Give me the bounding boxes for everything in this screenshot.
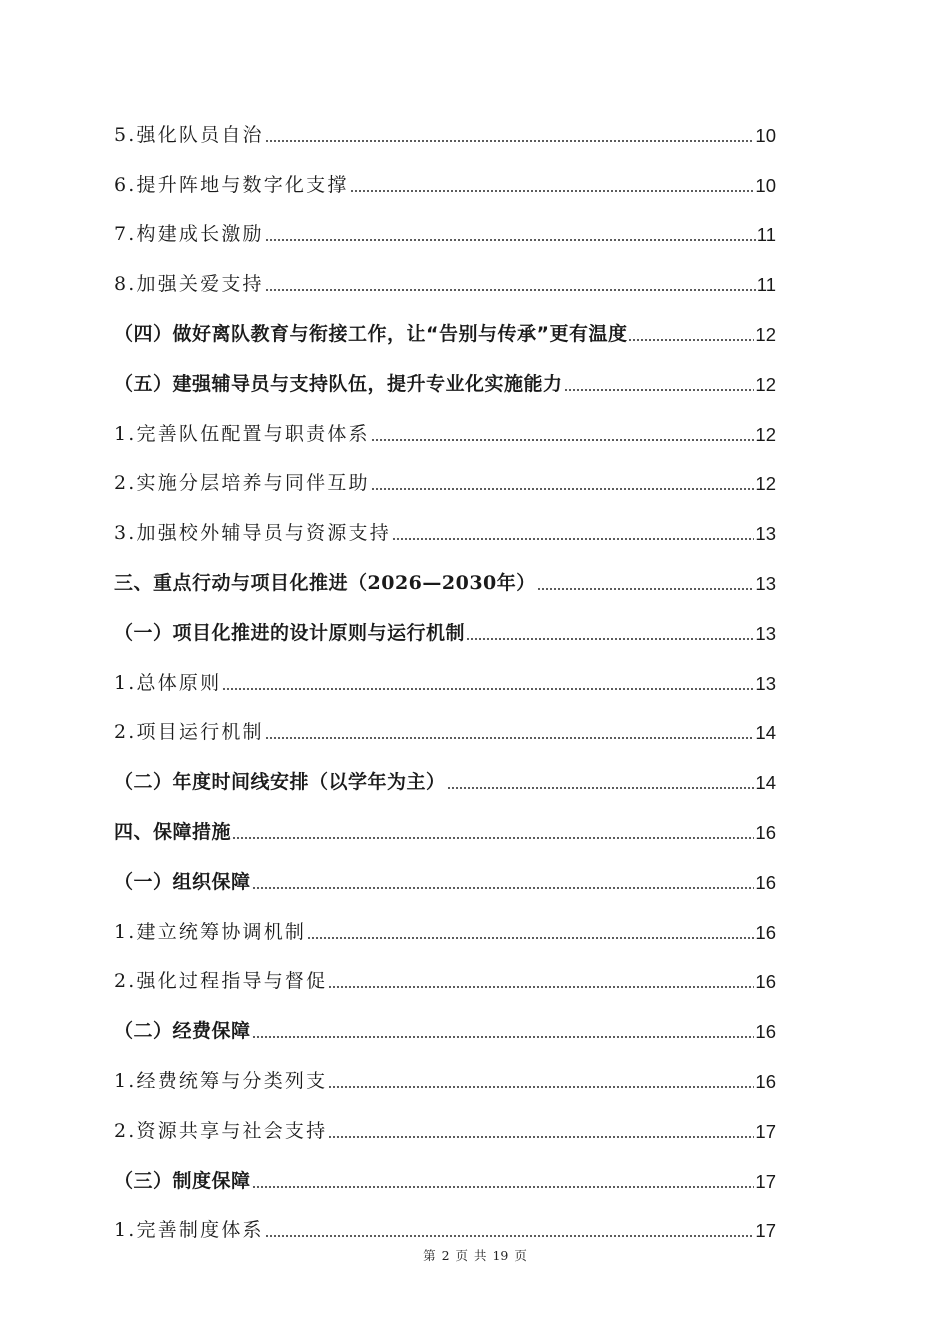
toc-entry-label: （四）做好离队教育与衔接工作，让“告别与传承”更有温度 <box>114 322 628 345</box>
toc-entry[interactable] <box>114 147 776 197</box>
toc-entry-label: 2.强化过程指导与督促 <box>114 970 328 993</box>
toc-entry[interactable] <box>114 695 776 745</box>
dot-leader <box>564 389 755 391</box>
toc-entry[interactable] <box>114 495 776 545</box>
toc-entry-label: （二）经费保障 <box>114 1020 251 1043</box>
dot-leader <box>265 239 756 241</box>
toc-entry-page-number: 12 <box>755 423 776 445</box>
page-footer: 第 2 页 共 19 页 <box>423 1248 527 1263</box>
toc-entry-page-number: 17 <box>755 1170 776 1192</box>
toc-entry[interactable] <box>114 446 776 496</box>
toc-entry-page-number: 11 <box>756 224 776 246</box>
toc-entry-page-number: 13 <box>755 672 776 694</box>
toc-entry-page-number: 16 <box>755 821 776 843</box>
toc-entry-label: 7.构建成长激励 <box>114 223 264 246</box>
toc-entry[interactable] <box>114 1043 776 1093</box>
toc-entry-label: 四、保障措施 <box>114 820 232 843</box>
toc-entry[interactable] <box>114 894 776 944</box>
toc-entry-label: 1.建立统筹协调机制 <box>114 920 307 943</box>
table-of-contents <box>114 97 776 1242</box>
toc-entry-label: 2.实施分层培养与同伴互助 <box>114 472 370 495</box>
dot-leader <box>265 140 755 142</box>
toc-entry-page-number: 12 <box>755 373 776 395</box>
toc-entry-page-number: 14 <box>755 722 776 744</box>
toc-entry-label: 三、重点行动与项目化推进（2026—2030年） <box>114 571 536 594</box>
dot-leader <box>265 1235 755 1237</box>
toc-entry-page-number: 14 <box>755 772 776 794</box>
toc-entry[interactable] <box>114 296 776 346</box>
toc-entry[interactable] <box>114 1093 776 1143</box>
dot-leader <box>371 488 755 490</box>
toc-entry[interactable] <box>114 1143 776 1193</box>
toc-entry[interactable] <box>114 97 776 147</box>
toc-entry-page-number: 17 <box>755 1120 776 1142</box>
toc-entry-label: 6.提升阵地与数字化支撑 <box>114 173 349 196</box>
dot-leader <box>307 937 754 939</box>
toc-entry[interactable] <box>114 197 776 247</box>
toc-entry-page-number: 17 <box>755 1220 776 1242</box>
toc-entry-page-number: 16 <box>755 921 776 943</box>
toc-entry[interactable] <box>114 645 776 695</box>
toc-entry[interactable] <box>114 396 776 446</box>
toc-entry[interactable] <box>114 346 776 396</box>
toc-entry-label: 1.经费统筹与分类列支 <box>114 1069 328 1092</box>
toc-entry-label: （三）制度保障 <box>114 1169 251 1192</box>
toc-entry-label: 1.完善队伍配置与职责体系 <box>114 422 370 445</box>
toc-entry-label: （五）建强辅导员与支持队伍，提升专业化实施能力 <box>114 372 563 395</box>
toc-entry-page-number: 16 <box>755 1070 776 1092</box>
toc-entry-label: （二）年度时间线安排（以学年为主） <box>114 771 446 794</box>
toc-entry[interactable] <box>114 744 776 794</box>
toc-entry[interactable] <box>114 944 776 994</box>
toc-entry-page-number: 13 <box>755 572 776 594</box>
dot-leader <box>447 787 755 789</box>
toc-entry-page-number: 16 <box>755 971 776 993</box>
dot-leader <box>350 190 755 192</box>
toc-entry-label: 8.加强关爱支持 <box>114 273 264 296</box>
toc-entry[interactable] <box>114 246 776 296</box>
toc-entry-label: 1.总体原则 <box>114 671 222 694</box>
toc-entry-label: 2.资源共享与社会支持 <box>114 1119 328 1142</box>
toc-entry-label: （一）项目化推进的设计原则与运行机制 <box>114 621 466 644</box>
dot-leader <box>328 986 754 988</box>
toc-entry-label: 5.强化队员自治 <box>114 123 264 146</box>
toc-entry-label: 1.完善制度体系 <box>114 1219 264 1242</box>
toc-entry-page-number: 11 <box>756 274 776 296</box>
toc-entry-page-number: 13 <box>755 523 776 545</box>
dot-leader <box>371 439 755 441</box>
toc-entry-page-number: 13 <box>755 622 776 644</box>
toc-entry-label: （一）组织保障 <box>114 870 251 893</box>
dot-leader <box>466 638 754 640</box>
dot-leader <box>392 538 754 540</box>
dot-leader <box>252 1036 755 1038</box>
dot-leader <box>252 887 755 889</box>
toc-entry-page-number: 10 <box>755 174 776 196</box>
dot-leader <box>628 339 754 341</box>
toc-entry[interactable] <box>114 844 776 894</box>
dot-leader <box>537 588 755 590</box>
dot-leader <box>265 737 755 739</box>
dot-leader <box>328 1136 754 1138</box>
toc-entry-label: 2.项目运行机制 <box>114 721 264 744</box>
dot-leader <box>232 837 754 839</box>
toc-entry[interactable] <box>114 1193 776 1243</box>
toc-entry-page-number: 12 <box>755 473 776 495</box>
dot-leader <box>252 1186 755 1188</box>
toc-entry-page-number: 10 <box>755 124 776 146</box>
dot-leader <box>265 289 756 291</box>
toc-entry[interactable] <box>114 993 776 1043</box>
dot-leader <box>328 1086 754 1088</box>
toc-entry-label: 3.加强校外辅导员与资源支持 <box>114 522 391 545</box>
toc-entry-page-number: 16 <box>755 1021 776 1043</box>
toc-entry[interactable] <box>114 595 776 645</box>
toc-entry[interactable] <box>114 545 776 595</box>
toc-entry-page-number: 16 <box>755 871 776 893</box>
dot-leader <box>222 688 754 690</box>
toc-entry-page-number: 12 <box>755 323 776 345</box>
toc-entry[interactable] <box>114 794 776 844</box>
